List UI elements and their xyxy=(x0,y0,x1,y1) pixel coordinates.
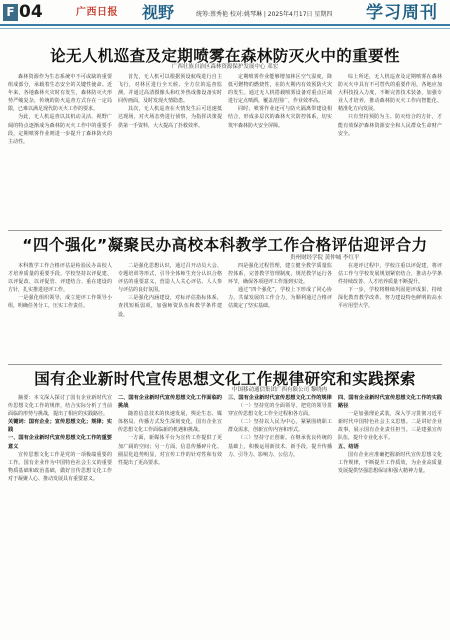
article2-byline: 贵州财经学院 黄仲城 李红平 xyxy=(290,255,360,261)
article2-column-1 xyxy=(8,262,112,362)
section-divider xyxy=(8,364,442,365)
paragraph: 森林资源作为生态系统中不可或缺的重要组成部分，承载着生态安全的关键性使命。近年来，各地森林火灾时有发生，森林防灭火形势严峻复杂，传统的防火巡查方式存在一定局限，已难以满足现代防灭火工作的要求。 xyxy=(8,74,112,113)
section-subhead: 三、国有企业新时代宣传思想文化工作的规律 xyxy=(228,395,332,401)
paragraph: 一是强化组织领导，成立迎评工作领导小组，明确任务分工，压实工作责任。 xyxy=(8,295,112,310)
article3-byline: 中国移动通信集团广西有限公司 黎晓冉 xyxy=(232,387,328,393)
page-number: 04 xyxy=(19,2,43,22)
paragraph: 本科教学工作合格评估是检验民办高校人才培养质量的重要手段。学校坚持以评促建、以评促改、以评促管、评建结合、重在建设的方针，扎实推进迎评工作。 xyxy=(8,263,112,294)
section-divider xyxy=(8,230,442,231)
paragraph: 综上所述，无人机巡查及定期喷雾在森林防灭火中具有不可替代的重要作用。各地应加大科技投入力度，不断完善技术装备，加强专业人才培养，推动森林防灭火工作向智能化、精准化方向发展。 xyxy=(338,74,442,113)
paragraph: 下一步，学校将继续巩固迎评成果，持续深化教育教学改革，努力建设特色鲜明的高水平应用型大学。 xyxy=(338,287,442,310)
section-subhead: 四、国有企业新时代宣传思想文化工作的实践路径 xyxy=(338,395,442,410)
article2-column-4 xyxy=(338,262,442,362)
article2-headline: “四个强化”凝聚民办高校本科教学工作合格评估迎评合力 xyxy=(22,236,428,254)
page-badge: F xyxy=(3,4,18,21)
masthead xyxy=(0,0,450,40)
paragraph: 首先，无人机可以根据预设航线进行自主飞行，对林区进行全天候、全方位的巡查监测，并通过高清摄像头和红外热成像设备实时回传画面，及时发现火情隐患。 xyxy=(118,74,222,105)
paragraph: 在迎评过程中，学校注重以评促建，将评估工作与学校发展规划紧密结合，推动办学条件持续改善、人才培养质量不断提升。 xyxy=(338,263,442,286)
paper-logo: 广西日报 xyxy=(76,7,118,18)
paragraph: 通过“四个强化”，学校上下形成了同心协力、共谋发展的工作合力，为顺利通过合格评估奠定了坚实基础。 xyxy=(228,287,332,310)
paragraph: 二是强化思想认识，通过召开动员大会、专题培训等形式，引导全体师生充分认识合格评估的重要意义，营造人人关心评估、人人参与评估的良好氛围。 xyxy=(118,263,222,294)
paragraph: 定期喷雾作业能够增加林区空气湿度，降低可燃物的燃烧性，在防火期内有效预防火灾的发生。通过无人机搭载喷雾设备对重点区域进行定点喷洒，覆盖范围广，作业效率高。 xyxy=(228,74,332,105)
paragraph: 关键词：国有企业；宣传思想文化；规律；实践 xyxy=(8,419,112,434)
article3-headline: 国有企业新时代宣传思想文化工作规律研究和实践探索 xyxy=(34,370,416,388)
paragraph: 国有企业应准确把握新时代宣传思想文化工作规律，不断提升工作质效，为企业高质量发展提供坚强思想保证和强大精神力量。 xyxy=(338,451,442,474)
paragraph: 三是强化内涵建设，对标评估指标体系，查找短板弱项，加强师资队伍和教学条件建设。 xyxy=(118,295,222,318)
paragraph: （一）坚持党的全面领导。把党的领导贯穿宣传思想文化工作全过程和各方面。 xyxy=(228,403,332,418)
article2-column-3 xyxy=(228,262,332,362)
article1-column-1 xyxy=(8,73,112,229)
paragraph: 其次，无人机巡查在火情发生后可迅速抵达现场，对火场态势进行侦察，为指挥决策提供第一手资料，大大提高了扑救效率。 xyxy=(118,106,222,129)
paragraph: 只有坚持预防为主、防灭结合的方针，才能有效保护森林资源安全和人民群众生命财产安全。 xyxy=(338,114,442,137)
editors-line: 统筹:蔡秀艳 校对:姚琴琳 | 2025年4月17日 星期四 xyxy=(196,11,333,18)
section-subhead: 五、结语 xyxy=(338,443,359,450)
paragraph: （三）坚持守正创新。在继承优良传统的基础上，积极运用新技术、新手段，提升传播力、引导力、影响力、公信力。 xyxy=(228,435,332,458)
article1-column-4 xyxy=(338,73,442,229)
paragraph: 同时，喷雾作业还可与防火隔离带建设相结合，形成多层次的森林火灾防控体系，切实筑牢森林防火安全屏障。 xyxy=(228,106,332,129)
article3-column-3 xyxy=(228,394,332,634)
article1-headline: 论无人机巡查及定期喷雾在森林防灭火中的重要性 xyxy=(50,47,400,65)
section-subhead: 二、国有企业新时代宣传思想文化工作面临的挑战 xyxy=(118,395,222,410)
paragraph: 一方面，新媒体平台为宣传工作提供了更加广阔的空间；另一方面，信息传播碎片化、圈层化趋势明显，对宣传工作的针对性和有效性提出了更高要求。 xyxy=(118,435,222,466)
article2-column-2 xyxy=(118,262,222,362)
paragraph: （二）坚持以人民为中心。紧紧围绕职工群众需求，创新宣传内容和形式。 xyxy=(228,419,332,434)
masthead-rule-thin xyxy=(0,28,450,29)
paragraph: 摘要：本文深入探讨了国有企业新时代宣传思想文化工作的规律，结合实际分析了当前面临的形势与挑战，提出了相应的实践路径。 xyxy=(8,395,112,418)
article1-byline: 广西壮族自治区森林资源保护发展中心 邓宏 xyxy=(171,64,279,70)
weekly-title: 学习周刊 xyxy=(366,3,438,23)
article3-column-4 xyxy=(338,394,442,634)
paragraph: 四是强化过程管理，建立健全教学质量监控体系，完善教学管理制度，规范教学运行各环节，确保各项迎评工作落到实处。 xyxy=(228,263,332,286)
article1-column-2 xyxy=(118,73,222,229)
article3-column-1 xyxy=(8,394,112,634)
section-name: 视野 xyxy=(142,3,175,22)
article1-column-3 xyxy=(228,73,332,229)
paragraph: 宣传思想文化工作是党的一项极端重要的工作。国有企业作为中国特色社会主义的重要物质基础和政治基础，做好宣传思想文化工作对于凝聚人心、推动发展具有重要意义。 xyxy=(8,451,112,482)
paragraph: 随着信息技术的快速发展，舆论生态、媒体格局、传播方式发生深刻变化，国有企业宣传思想文化工作面临新的机遇和挑战。 xyxy=(118,411,222,434)
paragraph: 一是加强理论武装，深入学习贯彻习近平新时代中国特色社会主义思想。二是讲好企业故事，展示国有企业责任担当。三是建强宣传队伍，提升专业化水平。 xyxy=(338,411,442,442)
paragraph: 为此，无人机巡查以其机动灵活、视野广阔的特点逐渐成为森林防灭火工作中的重要手段，定期喷雾作业则进一步提升了森林防火的主动性。 xyxy=(8,114,112,145)
section-subhead: 一、国有企业新时代宣传思想文化工作的重要意义 xyxy=(8,435,112,450)
article3-column-2 xyxy=(118,394,222,634)
masthead-rule xyxy=(0,24,450,26)
